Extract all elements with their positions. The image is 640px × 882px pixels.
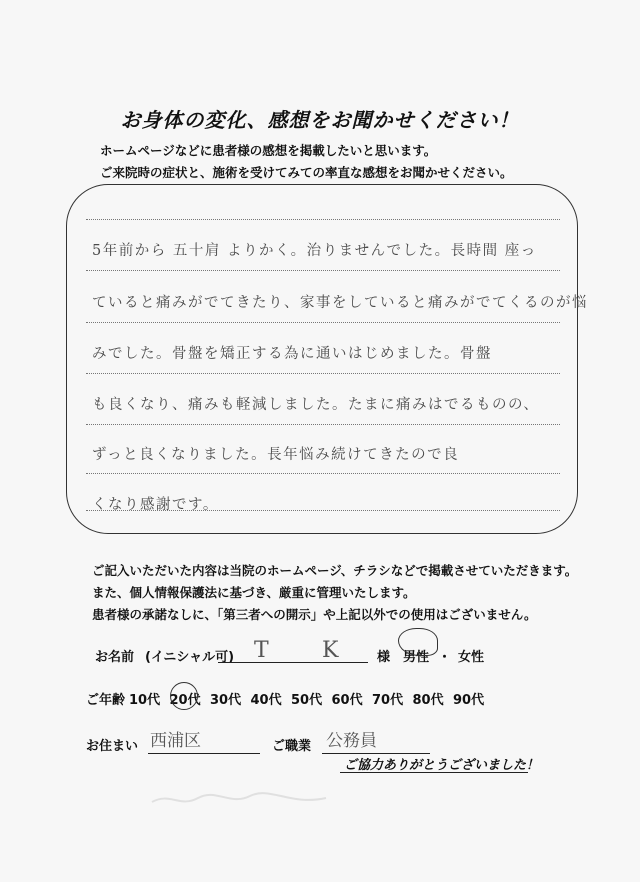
comment-line: ていると痛みがでてきたり、家事をしていると痛みがでてくるのが悩 [92, 295, 588, 311]
age-20-circle [170, 682, 198, 710]
name-label: お名前 [95, 650, 135, 665]
intro-line-2: ご来院時の症状と、施術を受けてみての率直な感想をお聞かせください。 [100, 165, 513, 180]
intro-line-1: ホームページなどに患者様の感想を掲載したいと思います。 [100, 143, 437, 158]
notice-line-3: 患者様の承諾なしに、「第三者への開示」や上記以外での使用はございません。 [92, 607, 537, 622]
scribble-icon [150, 790, 330, 810]
age-option-10[interactable]: 10代 [129, 693, 161, 708]
job-label: ご職業 [272, 739, 312, 754]
address-field-line[interactable] [148, 753, 260, 754]
age-option-70[interactable]: 70代 [372, 693, 404, 708]
comment-line: も良くなり、痛みも軽減しました。たまに痛みはでるものの、 [92, 397, 540, 413]
gender-female[interactable]: 女性 [458, 650, 485, 665]
age-label: ご年齢 [86, 693, 126, 708]
comment-line: くなり感謝です。 [92, 497, 219, 513]
comment-rule [86, 322, 560, 323]
age-option-80[interactable]: 80代 [412, 693, 444, 708]
page-title: お身体の変化、感想をお聞かせください！ [120, 108, 520, 132]
name-field-line[interactable] [218, 662, 368, 663]
name-initial-first: T [254, 638, 269, 663]
age-option-90[interactable]: 90代 [453, 693, 485, 708]
notice-line-2: また、個人情報保護法に基づき、厳重に管理いたします。 [92, 585, 416, 600]
name-hint: (イニシャル可) [145, 650, 235, 665]
name-initial-second: K [322, 638, 339, 663]
comment-rule [86, 373, 560, 374]
comment-rule [86, 270, 560, 271]
job-value: 公務員 [326, 731, 377, 751]
address-value: 西浦区 [150, 731, 201, 751]
age-option-40[interactable]: 40代 [250, 693, 282, 708]
comment-rule [86, 219, 560, 220]
comment-line: 5年前から 五十肩 よりかく。治りませんでした。長時間 座っ [92, 243, 537, 259]
age-option-30[interactable]: 30代 [210, 693, 242, 708]
gender-male[interactable]: 男性 [403, 650, 430, 665]
comment-line: ずっと良くなりました。長年悩み続けてきたので良 [92, 447, 460, 463]
age-option-60[interactable]: 60代 [331, 693, 363, 708]
gender-separator: ・ [438, 650, 452, 665]
age-option-50[interactable]: 50代 [291, 693, 323, 708]
comment-rule [86, 473, 560, 474]
comment-line: みでした。骨盤を矯正する為に通いはじめました。骨盤 [92, 346, 492, 362]
notice-line-1: ご記入いただいた内容は当院のホームページ、チラシなどで掲載させていただきます。 [92, 563, 578, 578]
gender-male-circle [398, 628, 438, 656]
comment-rule [86, 424, 560, 425]
address-label: お住まい [86, 739, 139, 754]
sama-label: 様 [377, 650, 391, 665]
thanks-underline [340, 772, 528, 773]
age-option-20[interactable]: 20代 [169, 693, 201, 708]
thanks-text: ご協力ありがとうございました！ [344, 758, 540, 773]
bleed-through-mark [150, 790, 330, 814]
